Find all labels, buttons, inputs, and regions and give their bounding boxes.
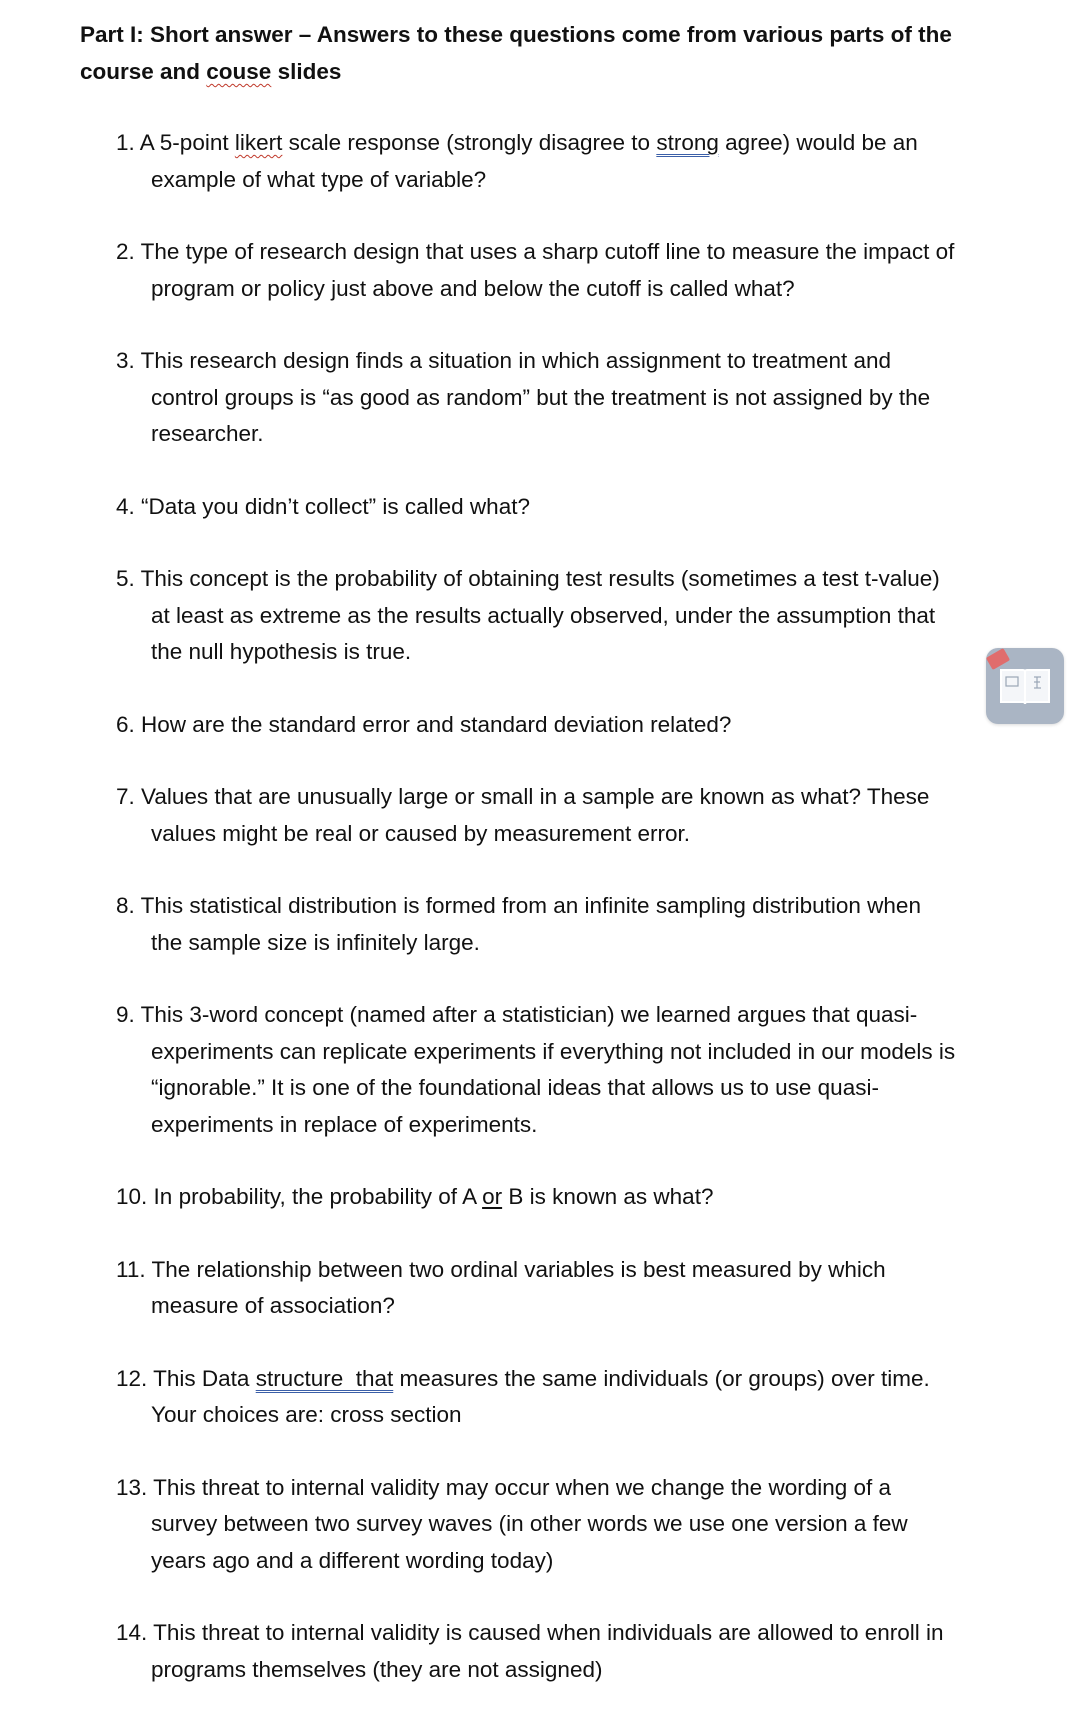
question-line [116, 1470, 1010, 1507]
question-text: This threat to internal validity may occur when we change the wording of a [153, 1474, 892, 1500]
question-line [116, 1252, 1010, 1289]
question-item [80, 489, 1010, 526]
question-item [80, 997, 1010, 1143]
question-number: 11. [116, 1256, 146, 1282]
question-text: The type of research design that uses a sharp cutoff line to measure the impact of [140, 239, 955, 264]
question-line [116, 1179, 1010, 1216]
question-line: values might be real or caused by measurement error. [151, 820, 691, 846]
question-line [116, 125, 1010, 162]
question-line [116, 707, 1010, 744]
question-list [80, 125, 1010, 1688]
question-text: “Data you didn’t collect” is called what? [141, 493, 530, 519]
question-line: experiments can replicate experiments if everything not included in our models is [151, 1038, 956, 1064]
question-item [80, 779, 1010, 852]
question-item [80, 1470, 1010, 1580]
question-item [80, 1361, 1010, 1434]
grammar-flag-structure-that: structure that [255, 1365, 394, 1391]
question-line: programs themselves (they are not assigned) [151, 1656, 603, 1682]
question-number: 10. [116, 1184, 148, 1209]
question-number: 3. [116, 348, 135, 373]
question-text: This research design finds a situation in which assignment to treatment and [140, 348, 892, 373]
question-line: example of what type of variable? [151, 166, 487, 192]
spell-error-likert: likert [234, 130, 283, 155]
question-number: 2. [116, 239, 135, 264]
question-line [116, 561, 1010, 598]
question-number: 5. [116, 566, 135, 591]
question-line [116, 343, 1010, 380]
question-number: 13. [116, 1474, 148, 1500]
question-text: scale response (strongly disagree to [282, 130, 657, 155]
question-text: A 5-point [139, 130, 235, 155]
question-line [116, 1615, 1010, 1652]
question-number: 1. [116, 130, 135, 155]
question-line: program or policy just above and below the cutoff is called what? [151, 275, 795, 301]
spell-error-couse: couse [206, 59, 272, 84]
question-line [116, 779, 1010, 816]
question-line: Your choices are: cross section [151, 1402, 462, 1427]
question-line [116, 888, 1010, 925]
question-line: researcher. [151, 421, 264, 446]
question-line [116, 489, 1010, 526]
question-text: Values that are unusually large or small in a sample are known as what? These [141, 784, 930, 809]
question-line: measure of association? [151, 1293, 395, 1318]
question-item [80, 1252, 1010, 1325]
question-text: B is known as what? [502, 1184, 714, 1209]
question-line [116, 997, 1010, 1034]
question-item [80, 1179, 1010, 1216]
question-text: measures the same individuals (or groups) over time. [393, 1365, 930, 1391]
question-item [80, 888, 1010, 961]
question-line [116, 1361, 1010, 1398]
question-line: years ago and a different wording today) [151, 1547, 554, 1573]
question-line: survey between two survey waves (in other words we use one version a few [151, 1511, 908, 1536]
question-number: 12. [116, 1365, 148, 1391]
question-text: The relationship between two ordinal variables is best measured by which [151, 1256, 886, 1282]
question-item [80, 561, 1010, 671]
question-line: the sample size is infinitely large. [151, 929, 480, 955]
document-page [80, 16, 1010, 1724]
question-line: at least as extreme as the results actually observed, under the assumption that [151, 602, 936, 628]
part-title-line-1: Part I: Short answer – Answers to these questions come from various parts of the [80, 22, 952, 47]
question-text: This statistical distribution is formed from an infinite sampling distribution when [140, 893, 921, 918]
question-text: This Data [153, 1365, 256, 1391]
question-number: 9. [116, 1002, 135, 1027]
question-line: the null hypothesis is true. [151, 639, 412, 664]
question-text: This 3-word concept (named after a statistician) we learned argues that quasi- [140, 1002, 918, 1027]
question-line: experiments in replace of experiments. [151, 1111, 538, 1137]
question-text: agree) would be an [718, 130, 918, 155]
part-title-line-2c: slides [271, 59, 342, 84]
question-number: 8. [116, 893, 135, 918]
question-text: How are the standard error and standard deviation related? [141, 711, 732, 737]
part-title-line-2a: course and [80, 59, 207, 84]
question-number: 14. [116, 1620, 148, 1645]
question-text: This concept is the probability of obtaining test results (sometimes a test t-value) [140, 566, 940, 591]
question-item [80, 234, 1010, 307]
question-item [80, 707, 1010, 744]
question-text: In probability, the probability of A [153, 1184, 483, 1209]
question-item [80, 343, 1010, 453]
part-title [80, 16, 1010, 90]
underlined-word-or: or [482, 1184, 503, 1209]
question-line [116, 234, 1010, 271]
question-line: control groups is “as good as random” but the treatment is not assigned by the [151, 384, 931, 410]
question-number: 6. [116, 711, 135, 737]
grammar-flag-strong: strong [656, 130, 719, 155]
question-number: 4. [116, 493, 135, 519]
book-icon [997, 662, 1053, 710]
question-item [80, 125, 1010, 198]
question-line: “ignorable.” It is one of the foundational ideas that allows us to use quasi- [151, 1075, 879, 1100]
question-item [80, 1615, 1010, 1688]
reader-widget-button[interactable] [986, 648, 1064, 724]
question-number: 7. [116, 784, 135, 809]
question-text: This threat to internal validity is caused when individuals are allowed to enroll in [153, 1620, 944, 1645]
